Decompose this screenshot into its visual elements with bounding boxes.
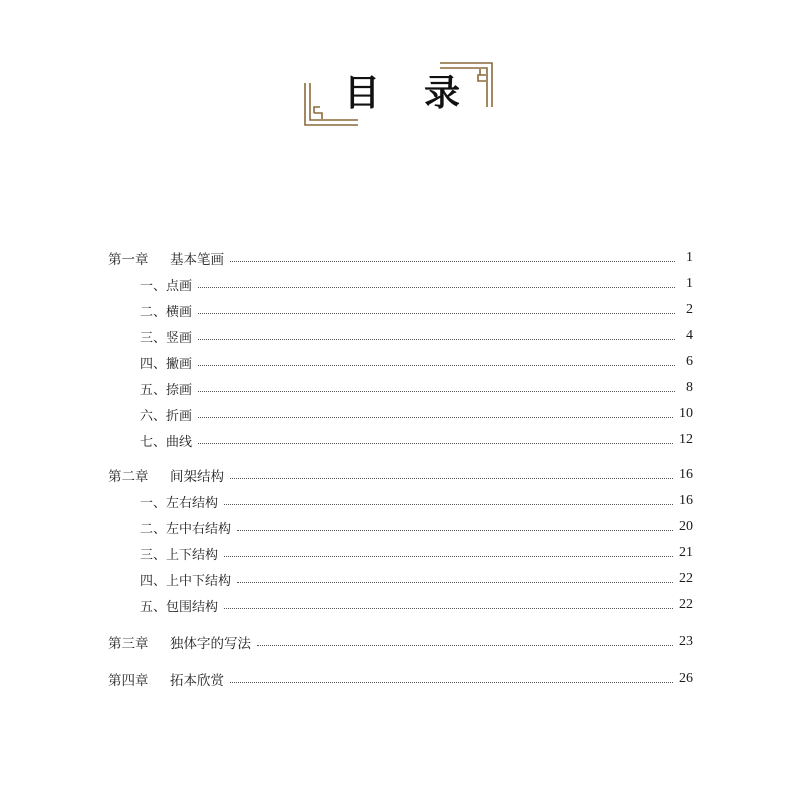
- page-number: 16: [679, 467, 693, 482]
- chapter-title: 基本笔画: [170, 252, 224, 268]
- dot-leader: [198, 391, 675, 392]
- section-label: 二、横画: [140, 304, 193, 320]
- toc-chapter-4[interactable]: [108, 666, 693, 692]
- dot-leader: [224, 608, 673, 609]
- section-label: 一、左右结构: [140, 495, 219, 511]
- dot-leader: [198, 365, 675, 366]
- spacer: [108, 618, 693, 629]
- section-label: 四、上中下结构: [140, 573, 232, 589]
- dot-leader: [198, 339, 675, 340]
- toc-section[interactable]: [108, 271, 693, 297]
- dot-leader: [224, 504, 673, 505]
- page-title: [344, 67, 460, 113]
- dot-leader: [257, 645, 673, 646]
- toc-section[interactable]: [108, 566, 693, 592]
- dot-leader: [224, 556, 673, 557]
- section-label: 五、包围结构: [140, 599, 219, 615]
- toc-section[interactable]: [108, 401, 693, 427]
- chapter-number: 第三章: [108, 636, 149, 652]
- page-number: 20: [679, 519, 693, 534]
- dot-leader: [198, 313, 675, 314]
- toc-section[interactable]: [108, 375, 693, 401]
- chapter-number: 第二章: [108, 469, 149, 485]
- page-number: 26: [679, 671, 693, 686]
- toc-chapter-2[interactable]: [108, 462, 693, 488]
- section-label: 四、撇画: [140, 356, 193, 372]
- toc-section[interactable]: [108, 349, 693, 375]
- dot-leader: [230, 261, 675, 262]
- chapter-title: 拓本欣赏: [170, 673, 224, 689]
- toc-section[interactable]: [108, 488, 693, 514]
- section-label: 三、竖画: [140, 330, 193, 346]
- dot-leader: [237, 582, 673, 583]
- toc-title-block: [300, 55, 500, 135]
- section-label: 七、曲线: [140, 434, 193, 450]
- dot-leader: [237, 530, 673, 531]
- page-number: 2: [686, 302, 693, 317]
- section-label: 二、左中右结构: [140, 521, 232, 537]
- chapter-title: 间架结构: [170, 469, 224, 485]
- page-number: 22: [679, 597, 693, 612]
- toc-chapter-3[interactable]: [108, 629, 693, 655]
- page-number: 16: [679, 493, 693, 508]
- page-number: 8: [686, 380, 693, 395]
- page-number: 12: [679, 432, 693, 447]
- dot-leader: [230, 478, 673, 479]
- dot-leader: [198, 443, 673, 444]
- chapter-number: 第一章: [108, 252, 149, 268]
- page-number: 10: [679, 406, 693, 421]
- toc-section[interactable]: [108, 427, 693, 453]
- page-number: 4: [686, 328, 693, 343]
- chapter-number: 第四章: [108, 673, 149, 689]
- title-char-2: 录: [423, 72, 460, 114]
- toc-section[interactable]: [108, 323, 693, 349]
- section-label: 六、折画: [140, 408, 193, 424]
- toc-section[interactable]: [108, 592, 693, 618]
- page-number: 1: [686, 276, 693, 291]
- section-label: 三、上下结构: [140, 547, 219, 563]
- toc-chapter-1[interactable]: [108, 245, 693, 271]
- page-number: 6: [686, 354, 693, 369]
- spacer: [108, 655, 693, 666]
- section-label: 五、捺画: [140, 382, 193, 398]
- page-number: 22: [679, 571, 693, 586]
- dot-leader: [198, 287, 675, 288]
- page-number: 1: [686, 250, 693, 265]
- table-of-contents: [108, 245, 693, 692]
- dot-leader: [230, 682, 673, 683]
- toc-section[interactable]: [108, 297, 693, 323]
- dot-leader: [198, 417, 673, 418]
- spacer: [108, 453, 693, 462]
- chapter-title: 独体字的写法: [170, 636, 251, 652]
- page-number: 21: [679, 545, 693, 560]
- toc-section[interactable]: [108, 514, 693, 540]
- page-number: 23: [679, 634, 693, 649]
- toc-section[interactable]: [108, 540, 693, 566]
- section-label: 一、点画: [140, 278, 193, 294]
- title-char-1: 目: [344, 72, 381, 114]
